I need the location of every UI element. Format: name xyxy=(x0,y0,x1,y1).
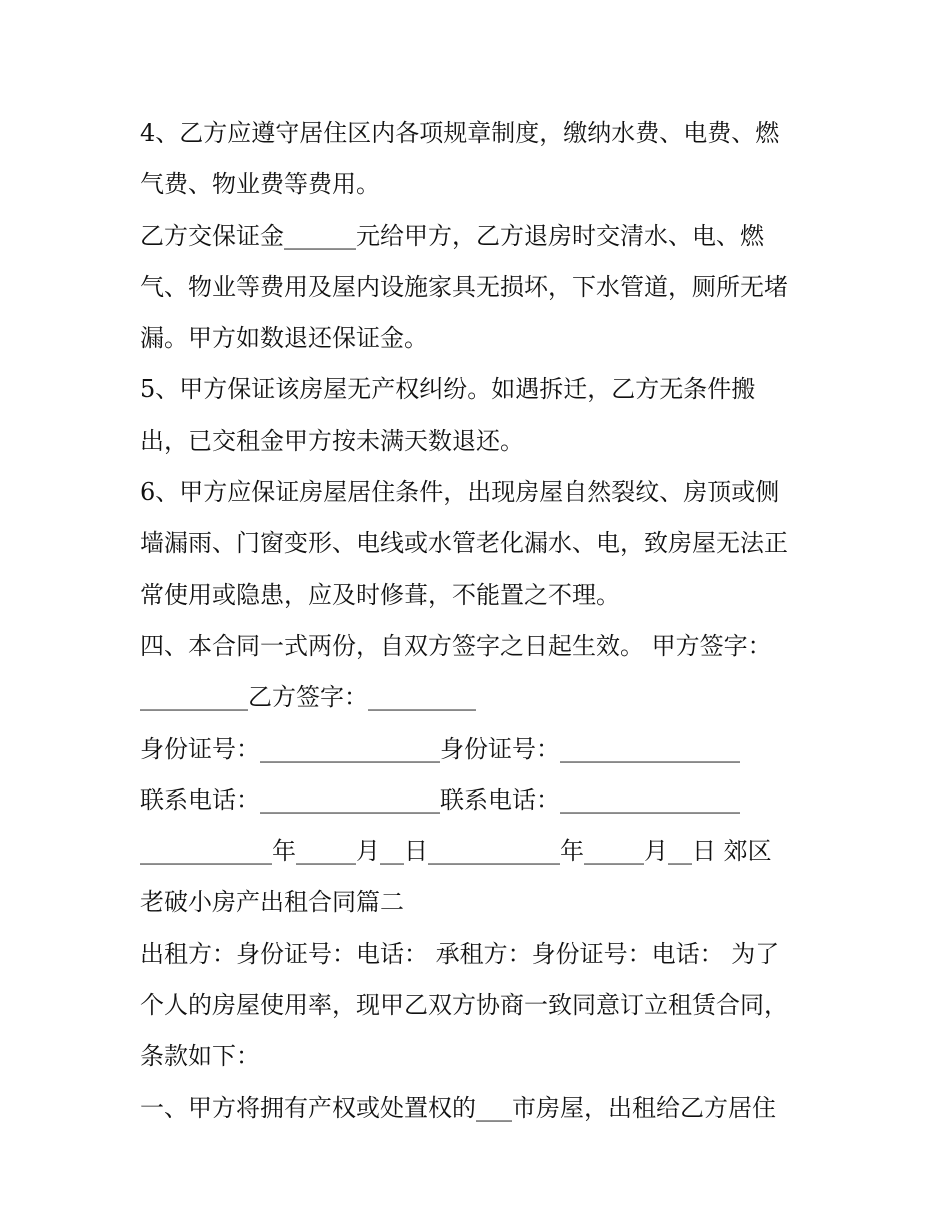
text-line-deposit-part2: 气、物业等费用及屋内设施家具无损坏，下水管道，厕所无堵 xyxy=(140,272,788,301)
text-line-clause-1: 一、甲方将拥有产权或处置权的___市房屋，出租给乙方居住 xyxy=(140,1093,776,1122)
text-line-phone-numbers: 联系电话：_______________联系电话：_______________ xyxy=(140,785,740,814)
text-line-intro-part1: 个人的房屋使用率，现甲乙双方协商一致同意订立租赁合同， xyxy=(140,991,788,1020)
text-line-intro-part2: 条款如下： xyxy=(140,1042,260,1071)
text-line-clause-4-part2: 气费、物业费等费用。 xyxy=(140,170,380,199)
text-line-clause-5-part1: 5、甲方保证该房屋无产权纠纷。如遇拆迁，乙方无条件搬 xyxy=(140,375,756,404)
text-line-dates: ___________年_____月__日___________年_____月__日 郊区 xyxy=(140,837,772,866)
document-body xyxy=(140,108,830,1134)
text-line-clause-6-part2: 墙漏雨、门窗变形、电线或水管老化漏水、电，致房屋无法正 xyxy=(140,529,788,558)
text-line-clause-5-part2: 出，已交租金甲方按未满天数退还。 xyxy=(140,426,524,455)
text-line-deposit-part1: 乙方交保证金______元给甲方，乙方退房时交清水、电、燃 xyxy=(140,221,764,250)
text-line-id-numbers: 身份证号：_______________身份证号：_______________ xyxy=(140,734,740,763)
text-line-signatures: _________乙方签字：_________ xyxy=(140,683,476,712)
text-line-clause-6-part1: 6、甲方应保证房屋居住条件，出现房屋自然裂纹、房顶或侧 xyxy=(140,478,780,507)
section-heading: 老破小房产出租合同篇二 xyxy=(140,888,404,917)
text-line-clause-4-part1: 4、乙方应遵守居住区内各项规章制度，缴纳水费、电费、燃 xyxy=(140,119,780,147)
text-line-deposit-part3: 漏。甲方如数退还保证金。 xyxy=(140,324,428,353)
text-line-parties: 出租方：身份证号：电话： 承租方：身份证号：电话： 为了 xyxy=(140,939,780,968)
text-line-clause-6-part3: 常使用或隐患，应及时修葺，不能置之不理。 xyxy=(140,580,620,609)
text-line-section-4: 四、本合同一式两份，自双方签字之日起生效。 甲方签字： xyxy=(140,631,772,660)
